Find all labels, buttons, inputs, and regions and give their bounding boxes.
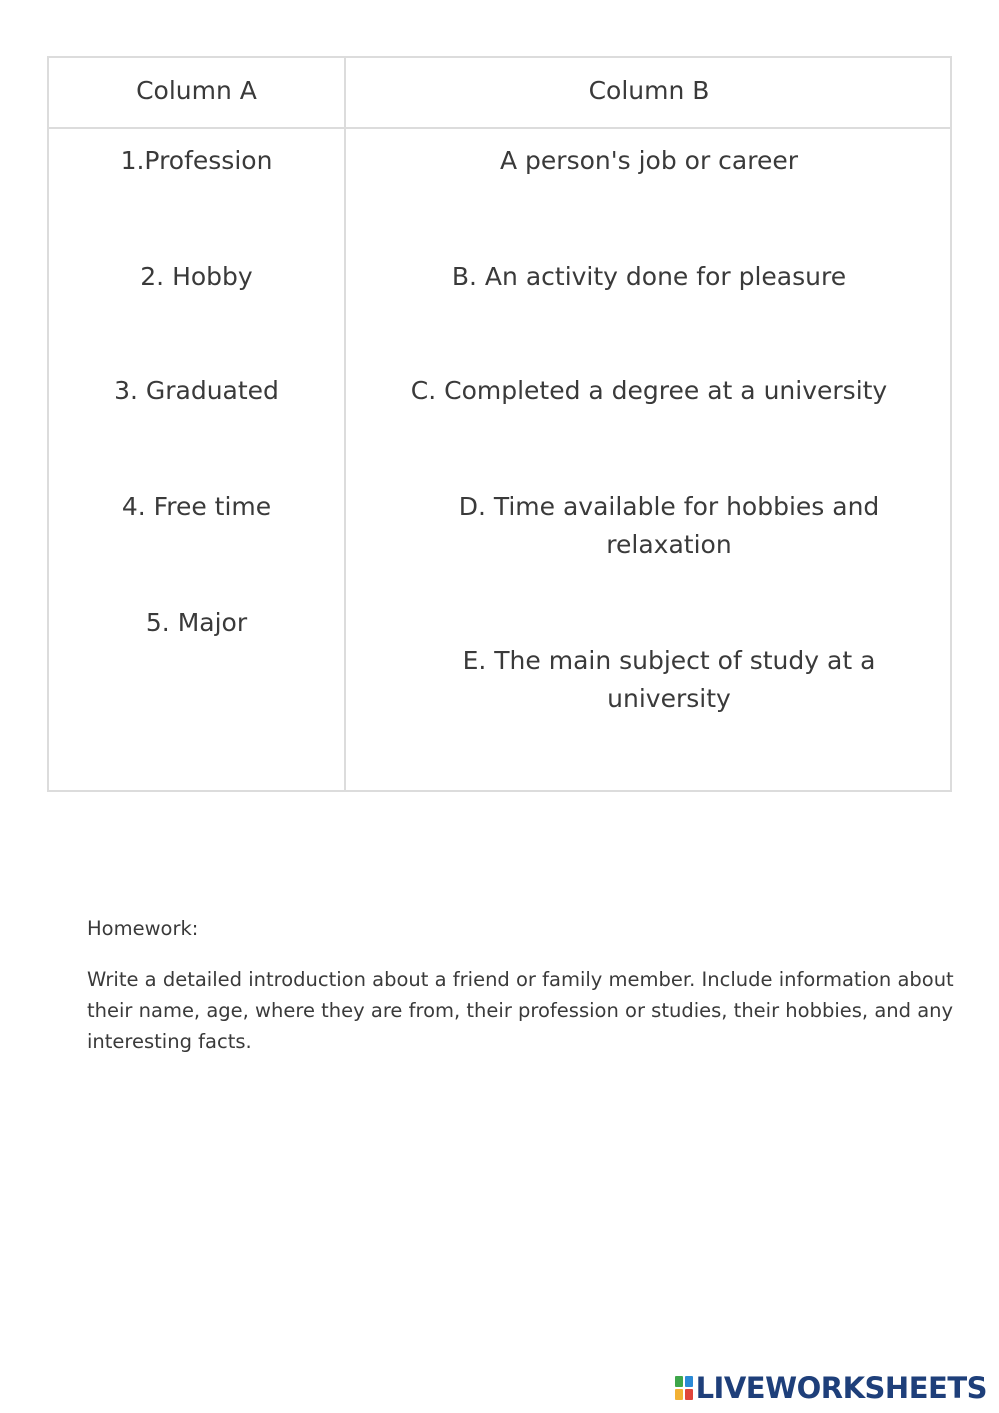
header-divider (49, 127, 950, 129)
homework-title: Homework: (87, 917, 199, 940)
column-a-item-1: 1.Profession (120, 146, 273, 175)
column-a-item-3: 3. Graduated (114, 376, 279, 405)
column-a-item-2: 2. Hobby (140, 262, 253, 291)
column-a-item-4: 4. Free time (121, 492, 272, 521)
column-b-item-a: A person's job or career (500, 146, 798, 175)
liveworksheets-logo (675, 1370, 987, 1406)
logo-mark-square-2 (685, 1376, 693, 1387)
homework-instructions: Write a detailed introduction about a friend or family member. Include information about their name, age, where they are from, their profession or studies, their hobbies, and any interesting facts. (87, 968, 954, 1053)
logo-mark-square-1 (675, 1376, 683, 1387)
logo-mark-square-4 (685, 1389, 693, 1400)
logo-mark-square-3 (675, 1389, 683, 1400)
matching-table (47, 56, 952, 792)
column-b-item-b: B. An activity done for pleasure (451, 262, 847, 291)
column-a-header: Column A (136, 76, 257, 105)
logo-mark-icon (675, 1376, 693, 1400)
column-b-item-c: C. Completed a degree at a university (410, 376, 888, 405)
column-b-item-e: E. The main subject of study at a university (462, 646, 876, 713)
column-b-header: Column B (588, 76, 710, 105)
column-b-item-d: D. Time available for hobbies and relaxation (458, 492, 880, 559)
logo-text: LIVEWORKSHEETS (695, 1371, 987, 1405)
column-a-item-5: 5. Major (145, 608, 248, 637)
